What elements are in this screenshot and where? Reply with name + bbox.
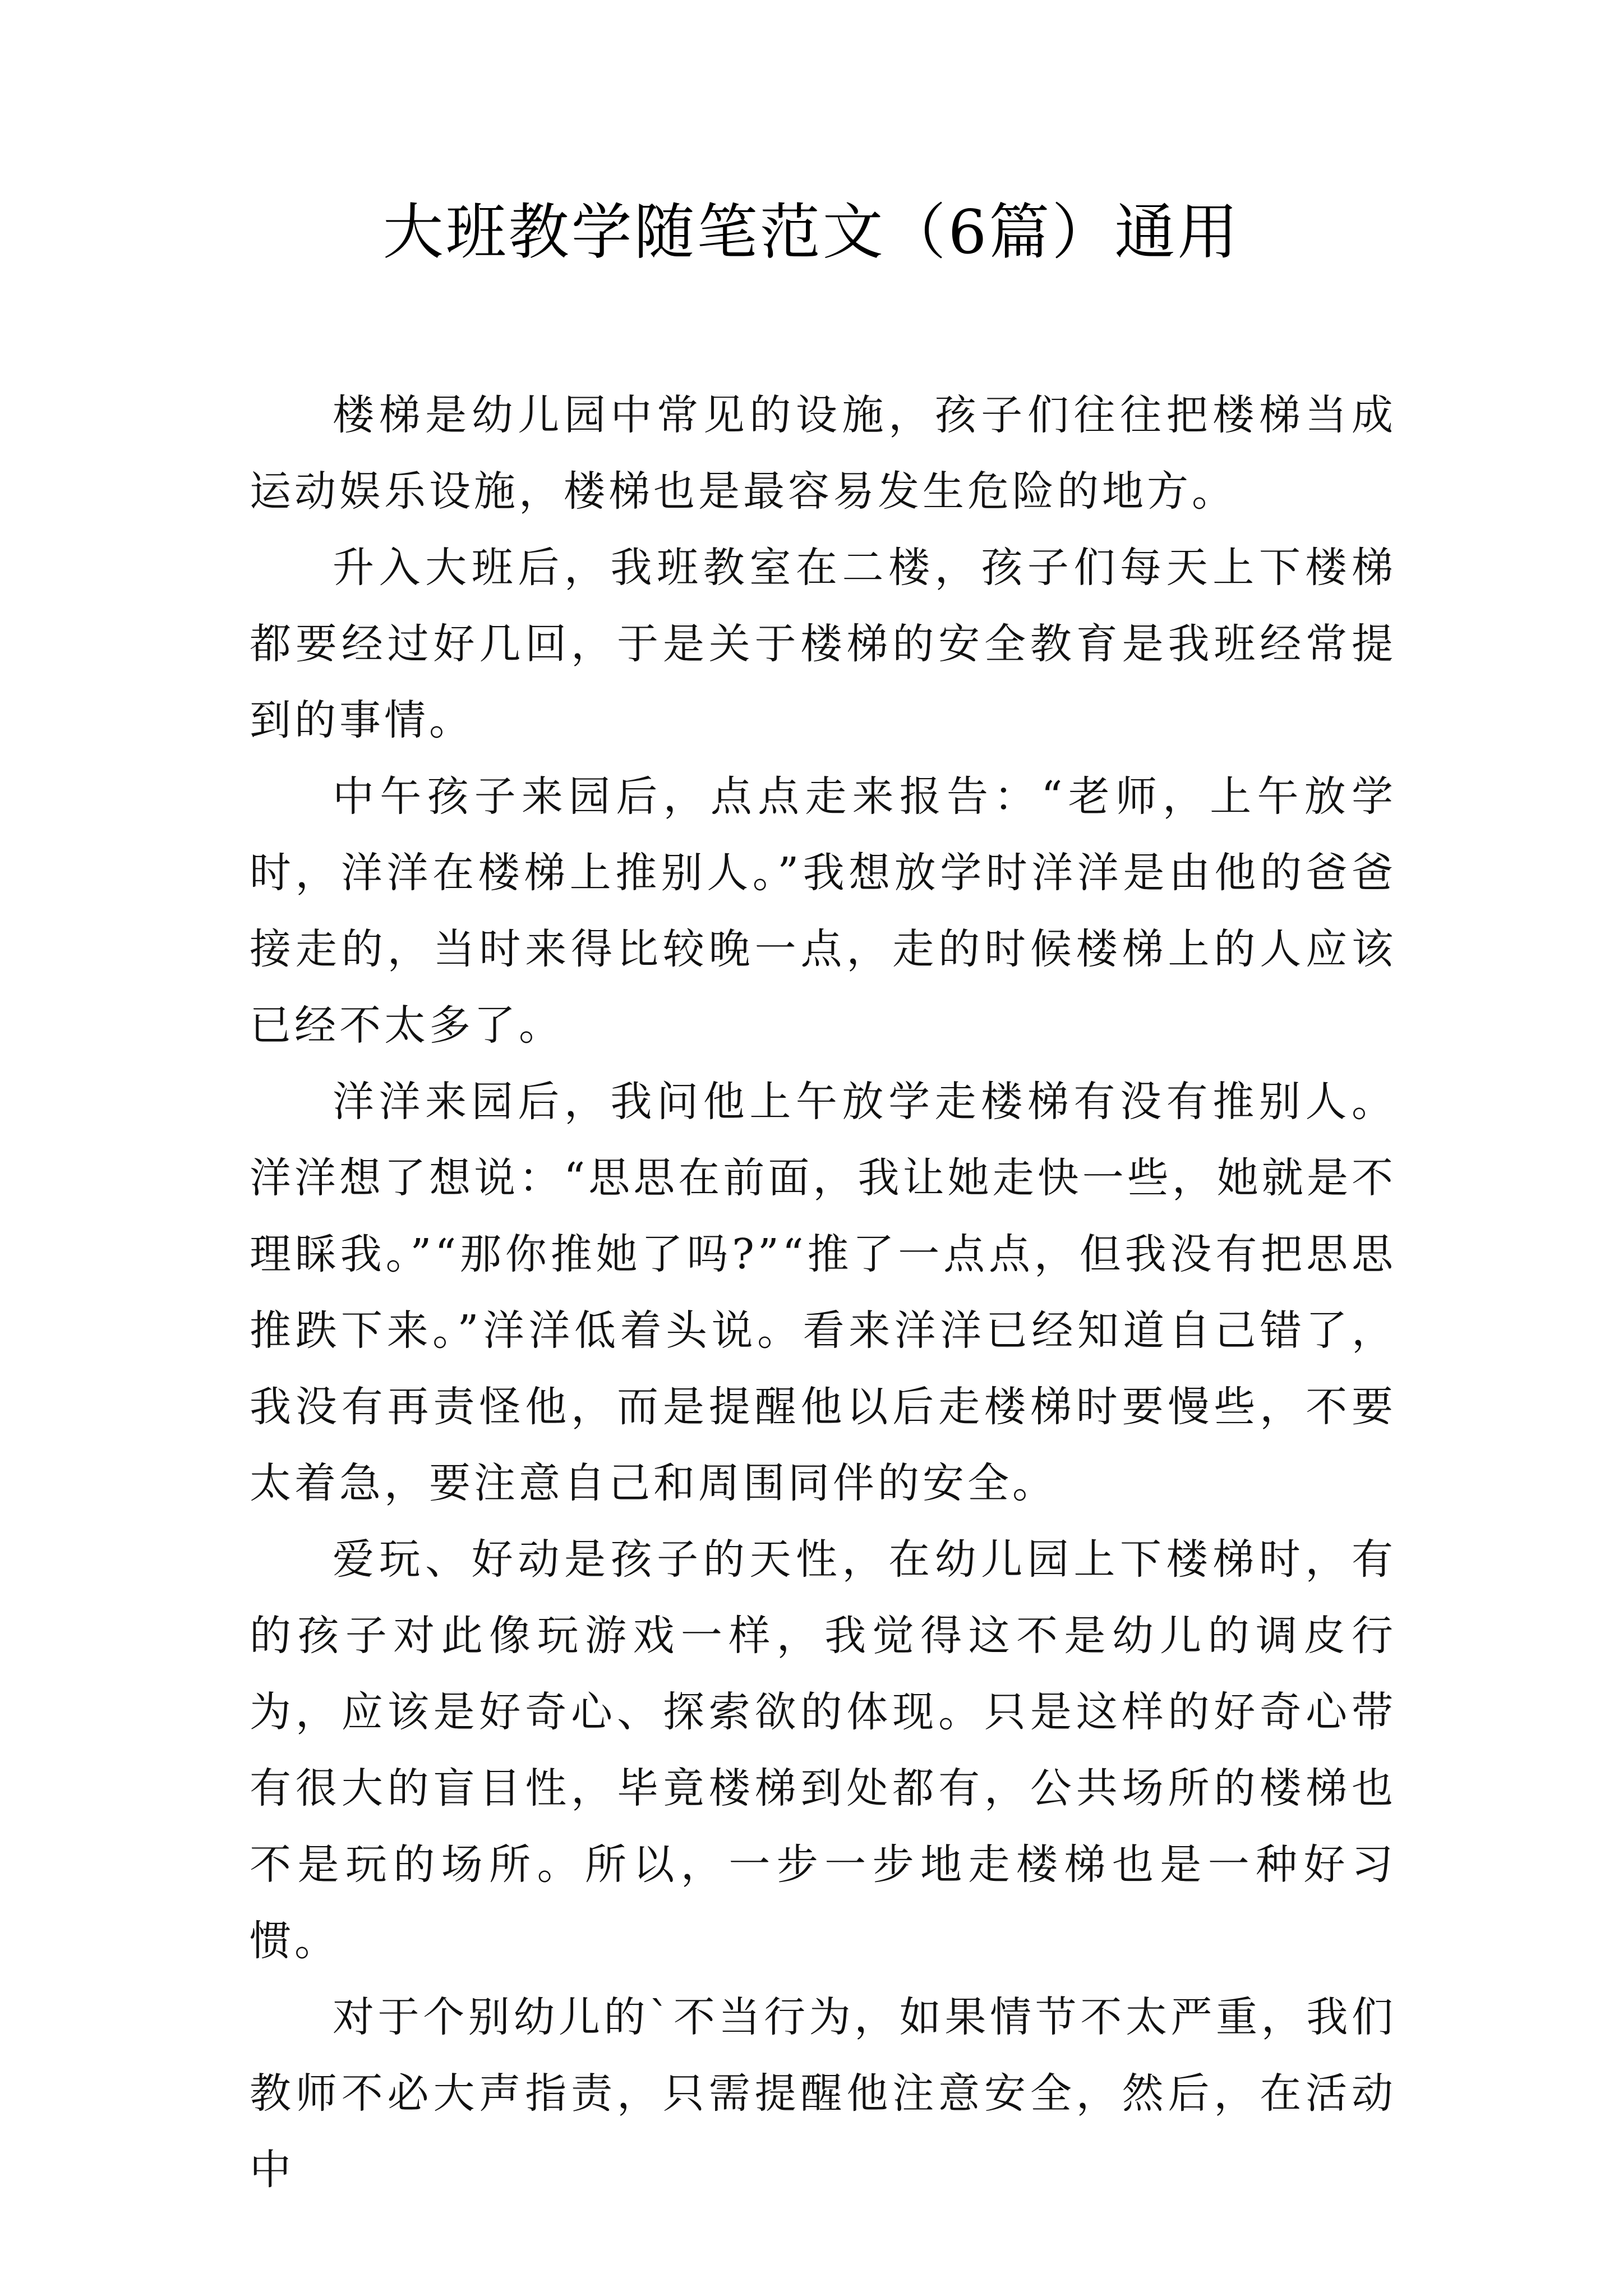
paragraph-2: 升入大班后，我班教室在二楼，孩子们每天上下楼梯都要经过好几回，于是关于楼梯的安全教育是我班经常提到的事情。 [250, 544, 1396, 744]
paragraph-1: 楼梯是幼儿园中常见的设施，孩子们往往把楼梯当成运动娱乐设施，楼梯也是最容易发生危险的地方。 [250, 391, 1396, 516]
document-title: 大班教学随笔范文（6篇）通用 [382, 197, 1241, 268]
document-body [250, 377, 1396, 2208]
paragraph-4: 洋洋来园后，我问他上午放学走楼梯有没有推别人。洋洋想了想说：“思思在前面，我让她走快一些，她就是不理睬我。”“那你推她了吗?”“推了一点点，但我没有把思思推跌下来。”洋洋低着头说。看来洋洋已经知道自己错了，我没有再责怪他，而是提醒他以后走楼梯时要慢些，不要太着急，要注意自己和周围同伴的安全。 [250, 1078, 1396, 1507]
paragraph-3: 中午孩子来园后，点点走来报告：“老师，上午放学时，洋洋在楼梯上推别人。”我想放学时洋洋是由他的爸爸接走的，当时来得比较晚一点，走的时候楼梯上的人应该已经不太多了。 [250, 772, 1396, 1050]
paragraph-5: 爱玩、好动是孩子的天性，在幼儿园上下楼梯时，有的孩子对此像玩游戏一样，我觉得这不是幼儿的调皮行为，应该是好奇心、探索欲的体现。只是这样的好奇心带有很大的盲目性，毕竟楼梯到处都有，公共场所的楼梯也不是玩的场所。所以，一步一步地走楼梯也是一种好习惯。 [250, 1535, 1396, 1965]
paragraph-6: 对于个别幼儿的`不当行为，如果情节不太严重，我们教师不必大声指责，只需提醒他注意安全，然后，在活动中 [250, 1993, 1396, 2194]
